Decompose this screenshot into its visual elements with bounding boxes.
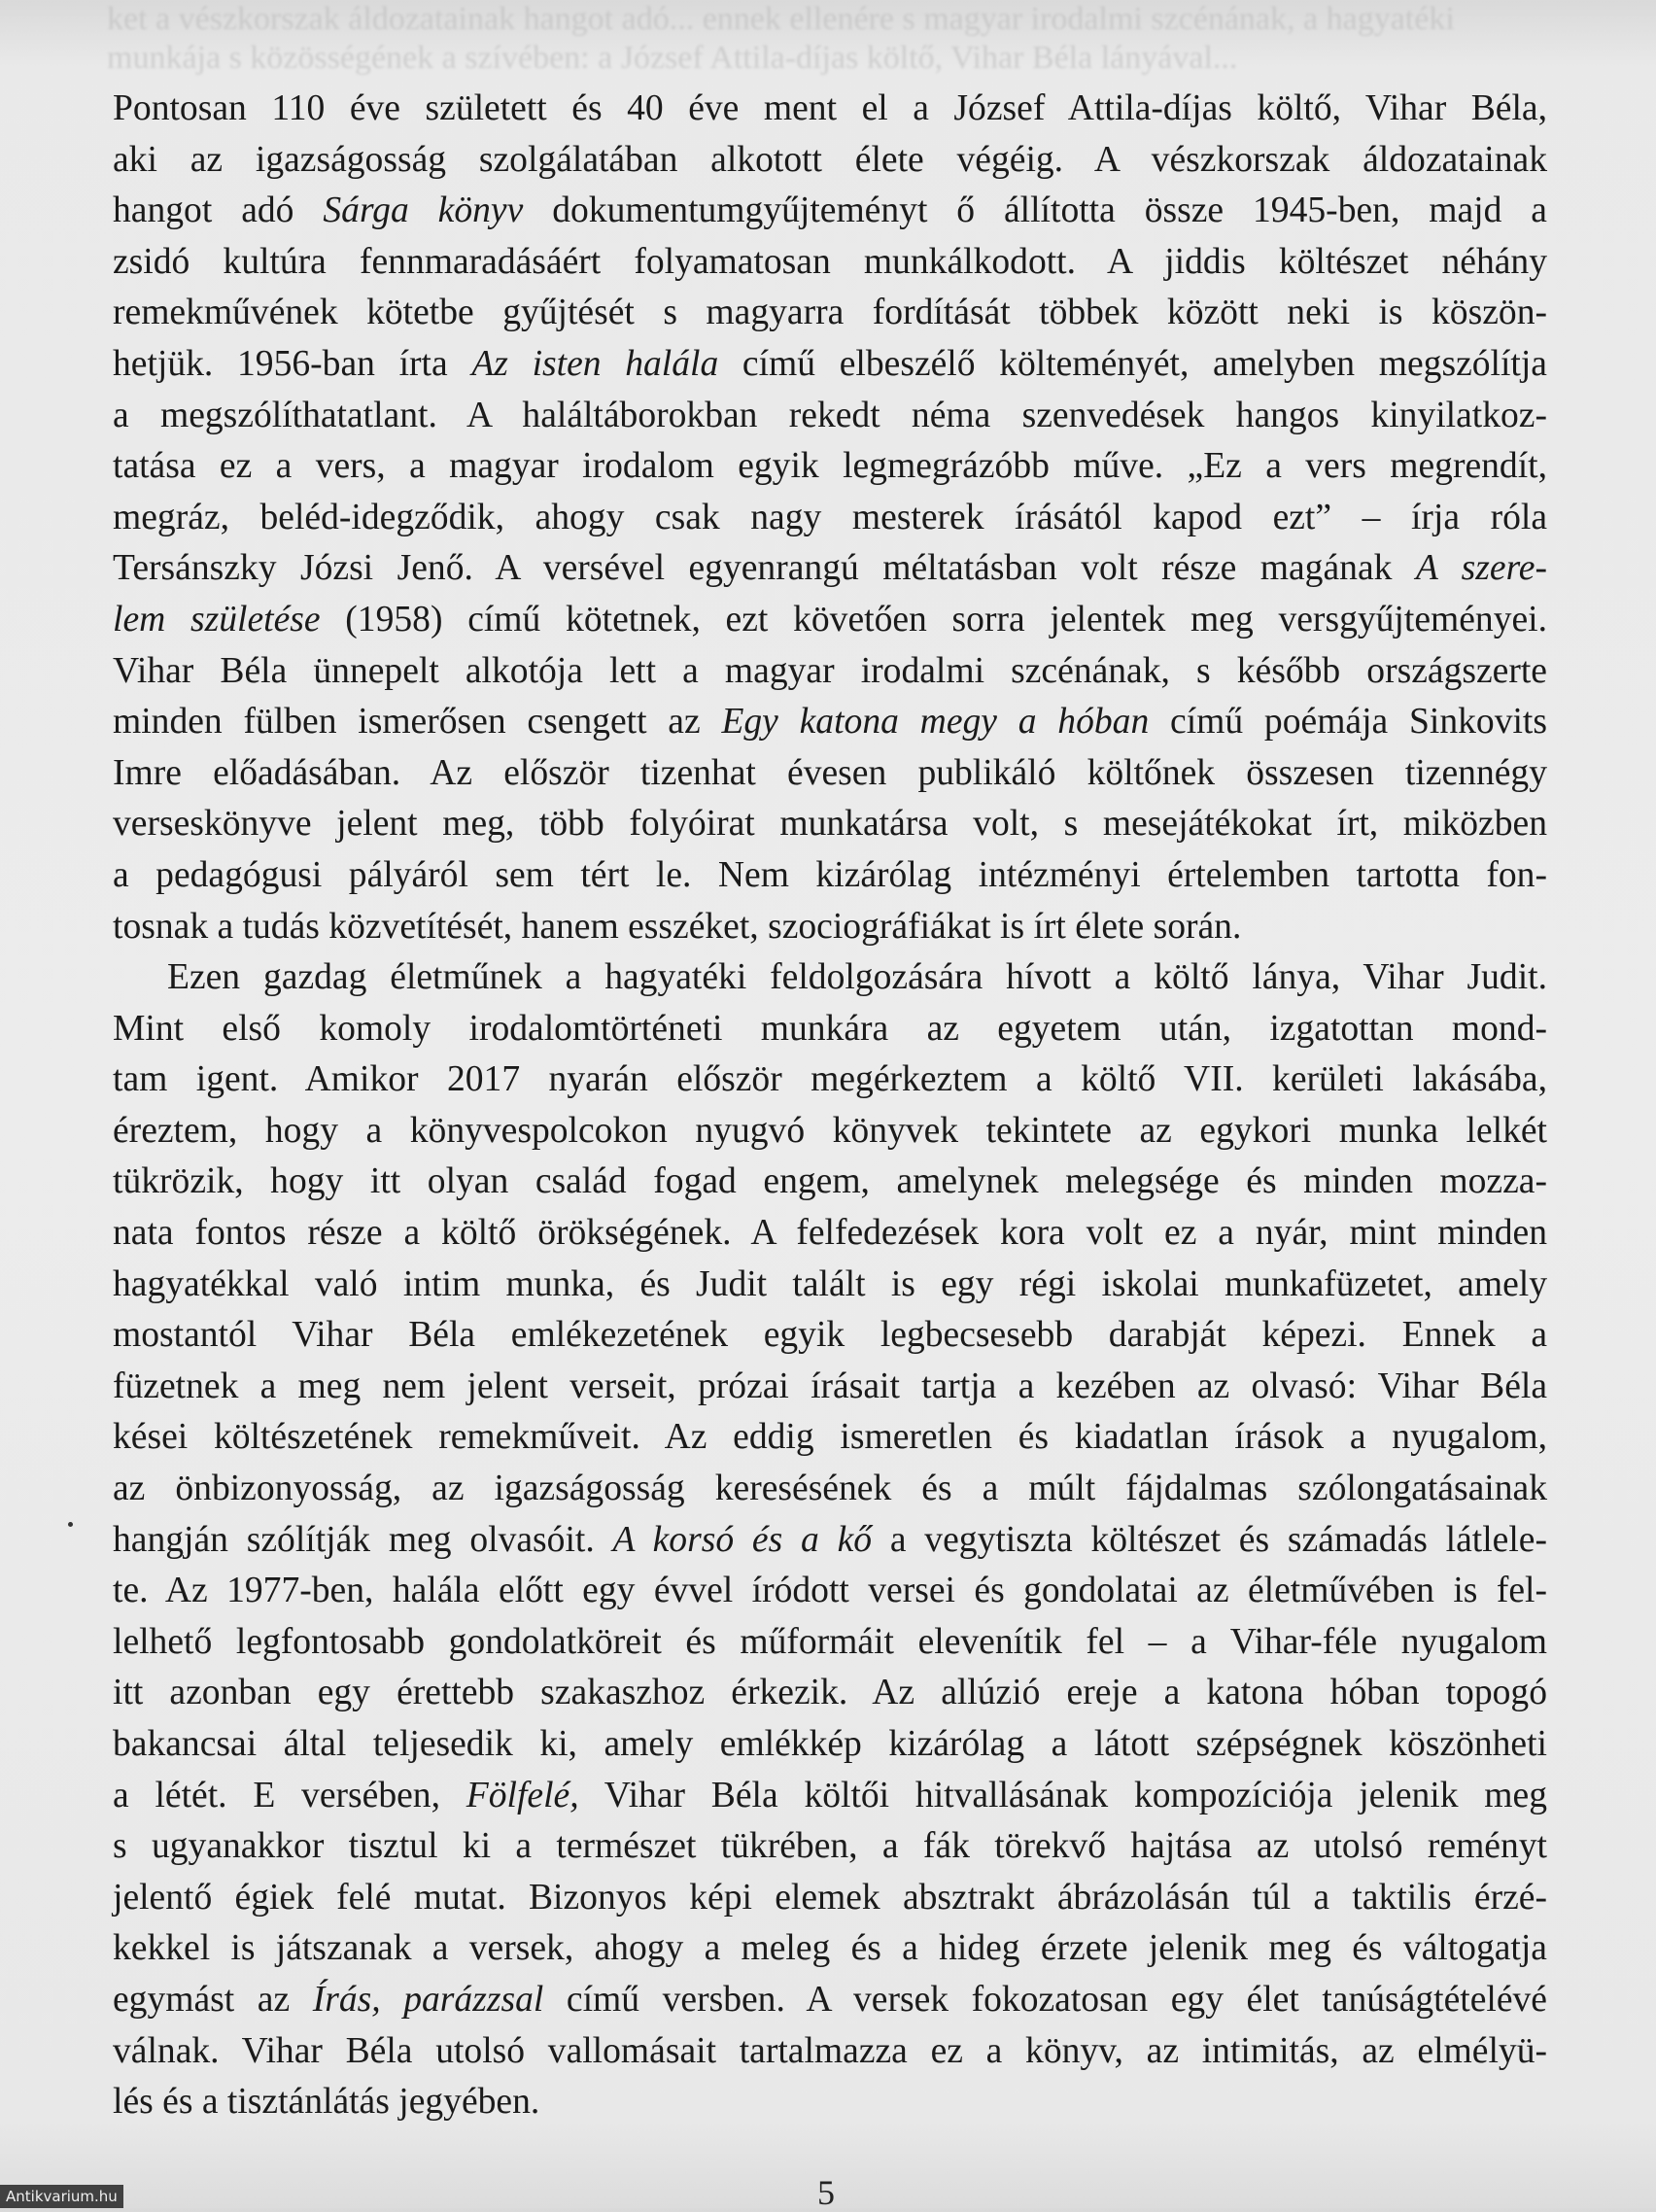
- text-line: Mint első komoly irodalomtörténeti munkára az egyetem után, izgatottan mond-: [113, 1008, 1547, 1049]
- text-line: Ezen gazdag életműnek a hagyatéki feldolgozására hívott a költő lánya, Vihar Judit.: [167, 957, 1547, 998]
- italic-title: Egy katona megy a hóban: [721, 702, 1150, 743]
- text-line: aki az igazságosság szolgálatában alkotott élete végéig. A vészkorszak áldozatainak: [113, 139, 1547, 180]
- text-line: bakancsai által teljesedik ki, amely emlékkép kizárólag a látott szépségnek köszönheti: [113, 1724, 1547, 1764]
- text-line: mostantól Vihar Béla emlékezetének egyik legbecsesebb darabját képezi. Ennek a: [113, 1315, 1547, 1356]
- text-line: tam igent. Amikor 2017 nyarán először megérkeztem a költő VII. kerületi lakásába,: [113, 1059, 1547, 1100]
- text-line: remekművének kötetbe gyűjtését s magyarra fordítását többek között neki is köszön-: [113, 293, 1547, 333]
- text-line: a megszólíthatatlant. A haláltáborokban rekedt néma szenvedések hangos kinyilatkoz-: [113, 395, 1547, 435]
- text-line: lelhető legfontosabb gondolatköreit és műformáit elevenítik fel – a Vihar-féle nyugalom: [113, 1621, 1547, 1662]
- text-line: Tersánszky Józsi Jenő. A versével egyenrangú méltatásban volt része magának A szere-: [113, 548, 1547, 589]
- italic-title: lem születése: [113, 599, 321, 639]
- text-line: zsidó kultúra fennmaradásáért folyamatosan munkálkodott. A jiddis költészet néhány: [113, 241, 1547, 282]
- italic-title: Sárga könyv: [323, 190, 524, 231]
- italic-title: Írás, parázzsal: [312, 1979, 544, 2020]
- body-text: [113, 84, 1547, 2128]
- text-line: megráz, beléd-idegződik, ahogy csak nagy mesterek írásától kapod ezt” – írja róla: [113, 497, 1547, 537]
- italic-title: Az isten halála: [471, 343, 719, 384]
- text-line: válnak. Vihar Béla utolsó vallomásait tartalmazza ez a könyv, az intimitás, az elmélyü-: [113, 2030, 1547, 2071]
- text-line: Vihar Béla ünnepelt alkotója lett a magyar irodalmi szcénának, s később országszerte: [113, 650, 1547, 691]
- text-line: hetjük. 1956-ban írta Az isten halála című elbeszélő költeményét, amelyben megszólítja: [113, 343, 1547, 384]
- text-line: kései költészetének remekműveit. Az eddig ismeretlen és kiadatlan írások a nyugalom,: [113, 1417, 1547, 1458]
- text-line: egymást az Írás, parázzsal című versben. A versek fokozatosan egy élet tanúságtételévé: [113, 1979, 1547, 2020]
- italic-title: A szere-: [1415, 548, 1547, 589]
- italic-title: Fölfelé,: [466, 1775, 579, 1815]
- text-line: a létét. E versében, Fölfelé, Vihar Béla költői hitvallásának kompozíciója jelenik meg: [113, 1775, 1547, 1815]
- text-line: a pedagógusi pályáról sem tért le. Nem kizárólag intézményi értelemben tartotta fon-: [113, 854, 1547, 895]
- text-line: tosnak a tudás közvetítését, hanem esszéket, szociográfiákat is írt élete során.: [113, 906, 1242, 947]
- text-line: kekkel is játszanak a versek, ahogy a meleg és a hideg érzete jelenik meg és váltogatja: [113, 1928, 1547, 1969]
- stray-mark: [68, 1522, 73, 1527]
- text-line: tatása ez a vers, a magyar irodalom egyik legmegrázóbb műve. „Ez a vers megrendít,: [113, 446, 1547, 487]
- text-line: éreztem, hogy a könyvespolcokon nyugvó könyvek tekintete az egykori munka lelkét: [113, 1110, 1547, 1151]
- text-line: Pontosan 110 éve született és 40 éve ment el a József Attila-díjas költő, Vihar Béla,: [113, 88, 1547, 128]
- italic-title: A korsó és a kő: [612, 1519, 873, 1560]
- paragraph-2: [113, 952, 1547, 2128]
- watermark: Antikvarium.hu: [0, 2185, 123, 2208]
- text-line: Imre előadásában. Az először tizenhat évesen publikáló költőnek összesen tizennégy: [113, 752, 1547, 793]
- text-line: minden fülben ismerősen csengett az Egy katona megy a hóban című poémája Sinkovits: [113, 702, 1547, 743]
- text-line: hangot adó Sárga könyv dokumentumgyűjteményt ő állította össze 1945-ben, majd a: [113, 190, 1547, 231]
- text-line: s ugyanakkor tisztul ki a természet tükrében, a fák törekvő hajtása az utolsó reményt: [113, 1826, 1547, 1867]
- text-line: hagyatékkal való intim munka, és Judit talált is egy régi iskolai munkafüzetet, amely: [113, 1263, 1547, 1304]
- text-line: hangján szólítják meg olvasóit. A korsó és a kő a vegytiszta költészet és számadás látlele-: [113, 1519, 1547, 1560]
- paragraph-1: [113, 84, 1547, 952]
- text-line: lés és a tisztánlátás jegyében.: [113, 2082, 540, 2123]
- text-line: tükrözik, hogy itt olyan család fogad engem, amelynek melegsége és minden mozza-: [113, 1161, 1547, 1202]
- page-number: 5: [817, 2173, 835, 2212]
- text-line: verseskönyve jelent meg, több folyóirat munkatársa volt, s mesejátékokat írt, miközben: [113, 804, 1547, 845]
- text-line: itt azonban egy érettebb szakaszhoz érkezik. Az allúzió ereje a katona hóban topogó: [113, 1673, 1547, 1713]
- text-line: nata fontos része a költő örökségének. A felfedezések kora volt ez a nyár, mint minden: [113, 1213, 1547, 1254]
- text-line: lem születése (1958) című kötetnek, ezt követően sorra jelentek meg versgyűjteményei.: [113, 599, 1547, 639]
- bleed-through-text: ket a vészkorszak áldozatainak hangot adó... ennek ellenére s magyar irodalmi szcénának, a hagyatéki munkája s közösségének a szívében: a József Attila-díjas költő, Vihar Béla lányával...: [107, 1, 1455, 76]
- text-line: az önbizonyosság, az igazságosság keresésének és a múlt fájdalmas szólongatásainak: [113, 1469, 1547, 1509]
- text-line: te. Az 1977-ben, halála előtt egy évvel íródott versei és gondolatai az életművében is fel-: [113, 1571, 1547, 1611]
- text-line: jelentő égiek felé mutat. Bizonyos képi elemek absztrakt ábrázolásán túl a taktilis érzé-: [113, 1877, 1547, 1918]
- text-line: füzetnek a meg nem jelent verseit, prózai írásait tartja a kezében az olvasó: Vihar Béla: [113, 1365, 1547, 1406]
